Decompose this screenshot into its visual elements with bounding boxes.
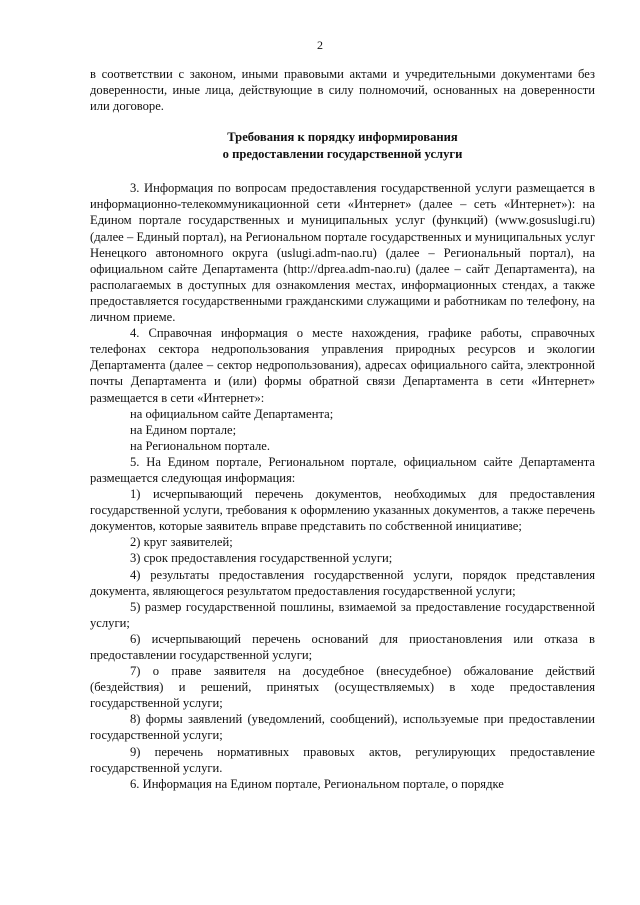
paragraph-3: 3. Информация по вопросам предоставления государственной услуги размещается в информационно-телекоммуникационной сети «Интернет» (далее – сеть «Интернет»): на Едином портале государственных и муниципальных услуг (функций) (www.gosuslugi.ru) (далее – Единый портал), на Региональном портале государственных и муниципальных услуг Ненецкого автономного округа (uslugi.adm-nao.ru) (далее – Региональный портал), на официальном сайте Департамента (http://dprea.adm-nao.ru) (далее – сайт Департамента), на располагаемых в доступных для ознакомления местах, информационных стендах, а также предоставляется государственными гражданскими служащими и работникам по телефону, на личном приеме. (90, 181, 595, 325)
paragraph-5-item-3: 3) срок предоставления государственной услуги; (130, 551, 393, 566)
paragraph-5-item-1: 1) исчерпывающий перечень документов, необходимых для предоставления государственной услуги, требования к оформлению указанных документов, а также перечень документов, которые заявитель вправе представить по собственной инициативе; (90, 487, 595, 534)
document-body (90, 66, 595, 792)
section-heading-line-2: о предоставлении государственной услуги (222, 146, 463, 161)
paragraph-5-item-8: 8) формы заявлений (уведомлений, сообщений), используемые при предоставлении государственной услуги; (90, 712, 595, 743)
paragraph-5-item-5: 5) размер государственной пошлины, взимаемой за предоставление государственной услуги; (90, 599, 595, 630)
section-heading-line-1: Требования к порядку информирования (227, 130, 458, 145)
section-heading (90, 129, 595, 162)
paragraph-4-item-a: на официальном сайте Департамента; (130, 406, 334, 421)
paragraph-4: 4. Справочная информация о месте нахождения, графике работы, справочных телефонах сектора недропользования управления природных ресурсов и экологии Департамента (далее – сектор недропользования), адресах официального сайта, электронной почты Департамента и (или) формы обратной связи Департамента в сети «Интернет» размещается в сети «Интернет»: (90, 326, 595, 405)
paragraph-4-item-b: на Едином портале; (130, 422, 237, 437)
paragraph-5-item-2: 2) круг заявителей; (130, 535, 233, 550)
paragraph-5-item-6: 6) исчерпывающий перечень оснований для приостановления или отказа в предоставлении государственной услуги; (90, 631, 595, 662)
paragraph-6: 6. Информация на Едином портале, Региональном портале, о порядке (130, 776, 504, 791)
paragraph-5-item-4: 4) результаты предоставления государственной услуги, порядок представления документа, являющегося результатом предоставления государственной услуги; (90, 567, 595, 598)
paragraph-5-item-7: 7) о праве заявителя на досудебное (внесудебное) обжалование действий (бездействия) и решений, принятых (осуществляемых) в ходе предоставления государственной услуги; (90, 664, 595, 711)
paragraph-4-item-c: на Региональном портале. (130, 438, 271, 453)
page-number: 2 (317, 38, 323, 52)
paragraph-5-item-9: 9) перечень нормативных правовых актов, регулирующих предоставление государственной услуги. (90, 744, 595, 775)
paragraph-5: 5. На Едином портале, Региональном портале, официальном сайте Департамента размещается следующая информация: (90, 454, 595, 485)
intro-paragraph: в соответствии с законом, иными правовыми актами и учредительными документами без доверенности, иные лица, действующие в силу полномочий, основанных на доверенности или договоре. (90, 67, 595, 114)
